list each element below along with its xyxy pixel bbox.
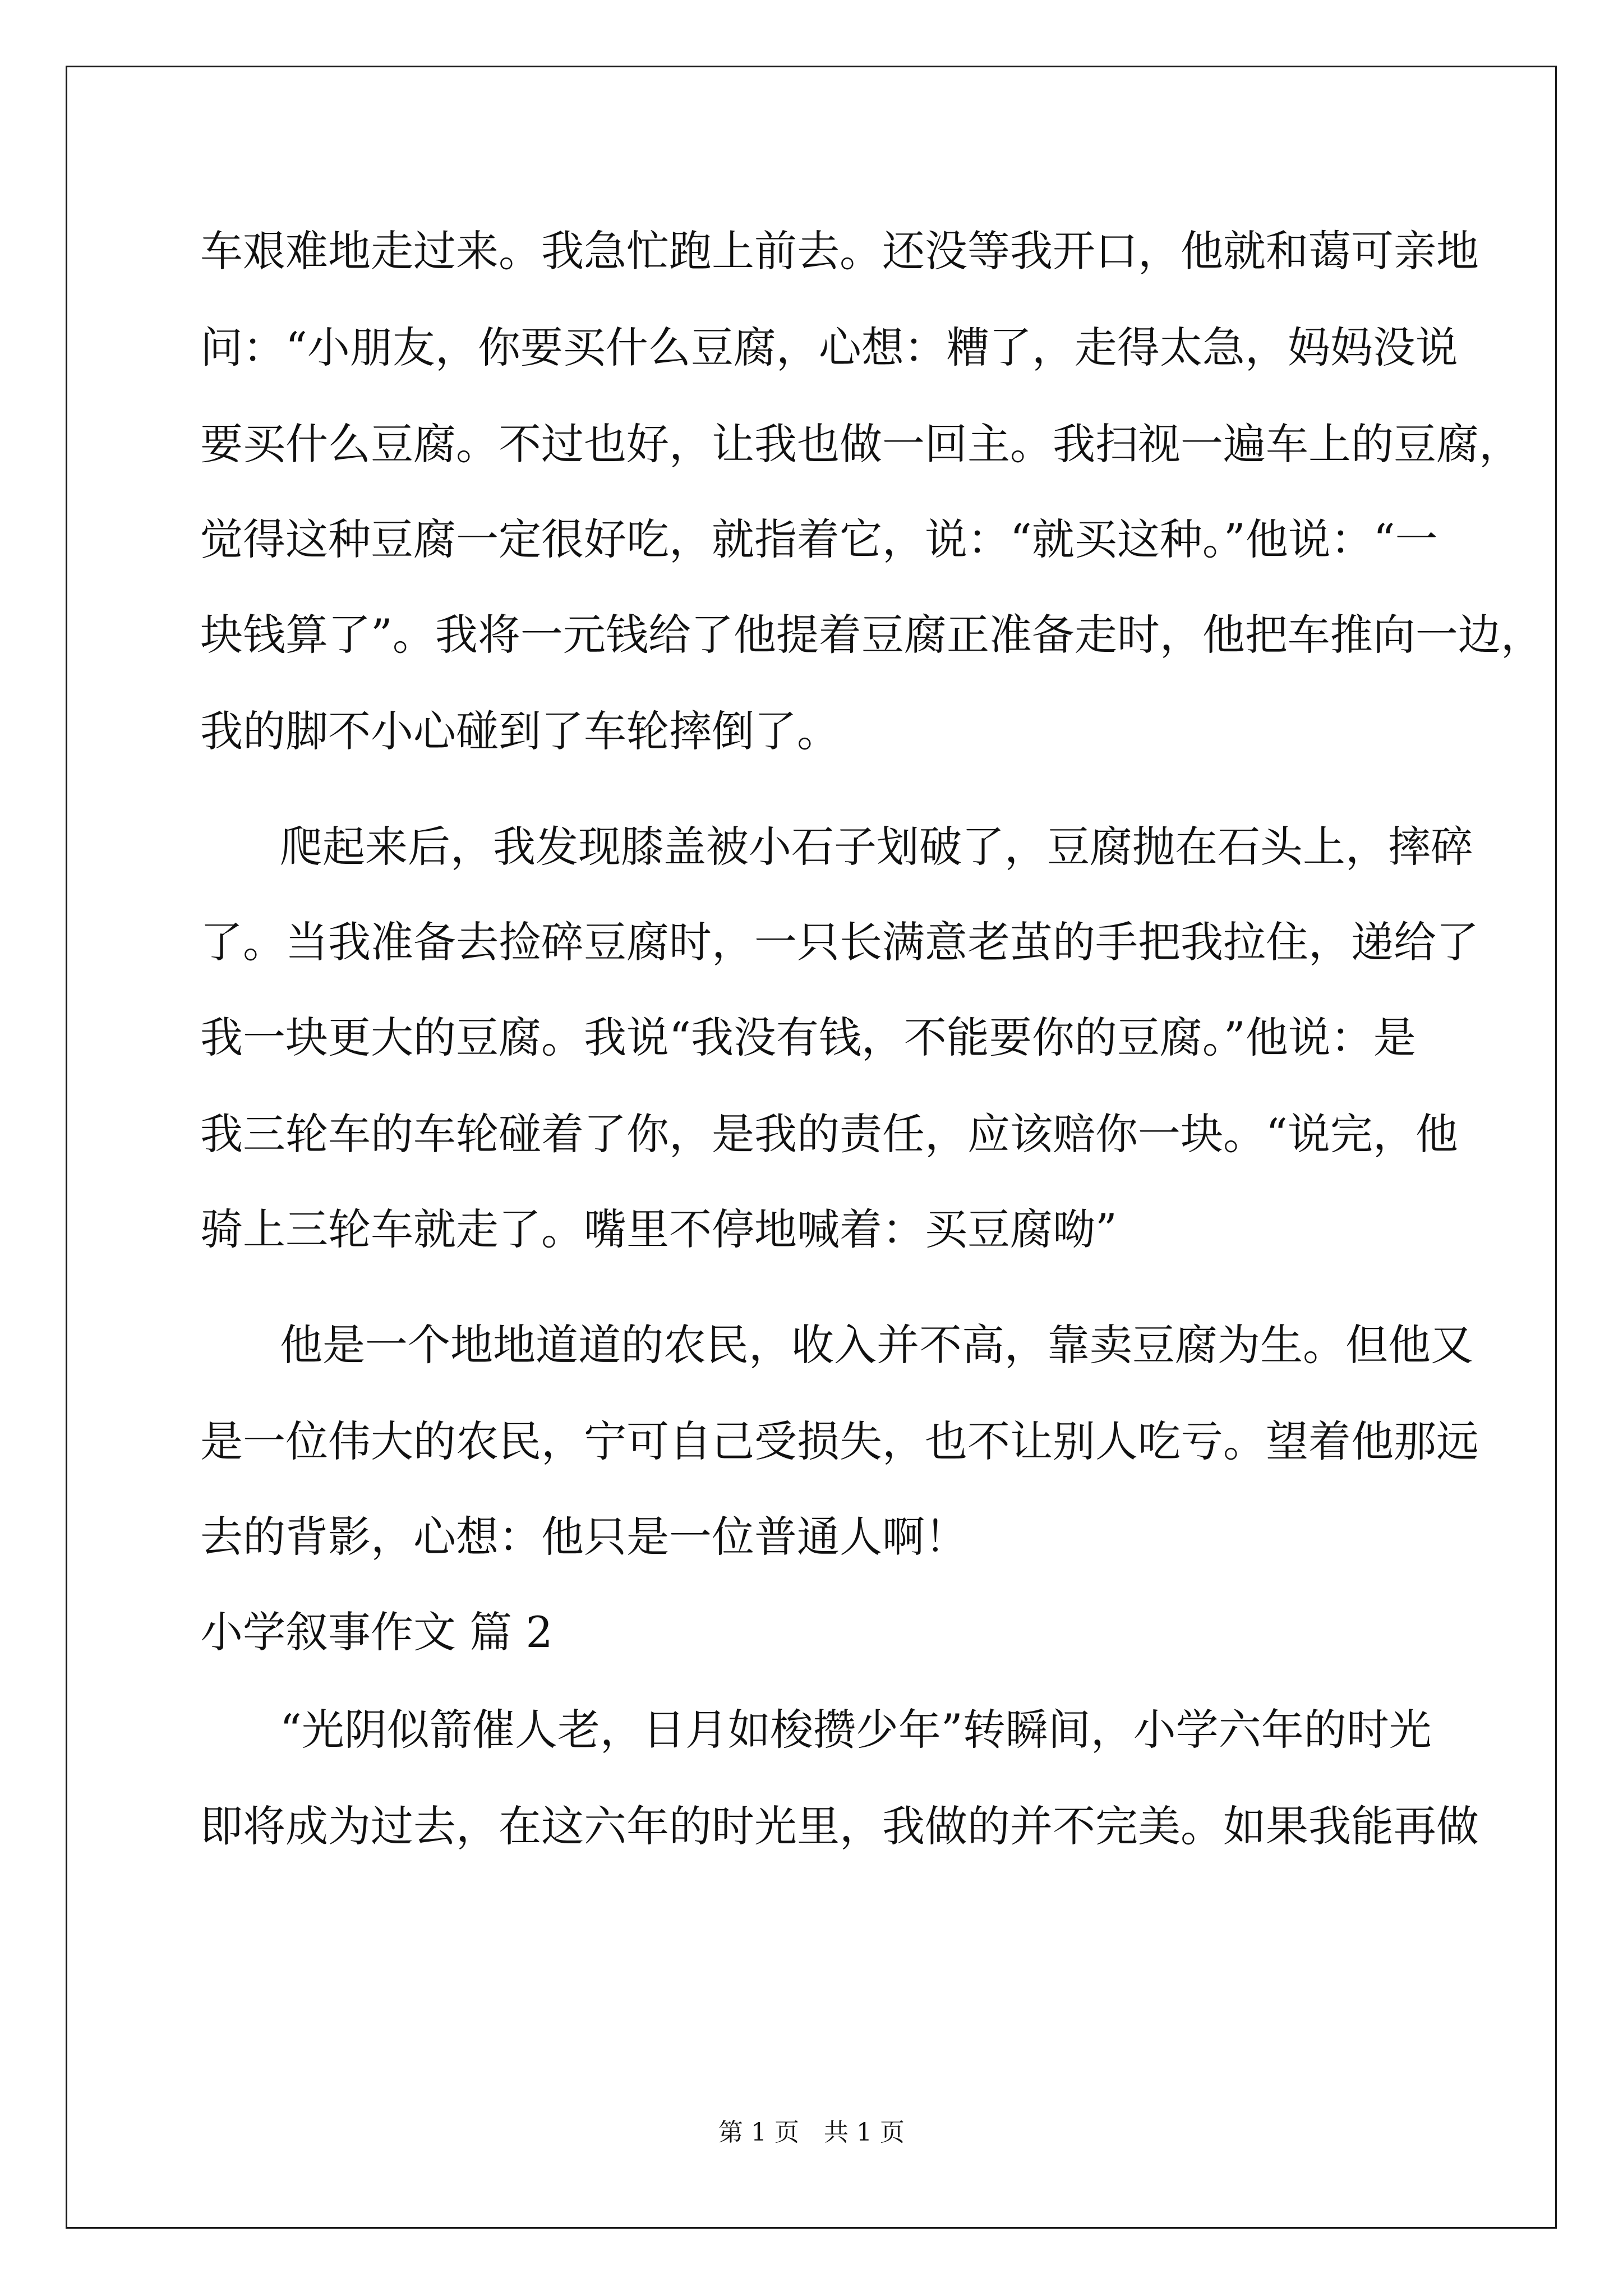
paragraph-line: 我的脚不小心碰到了车轮摔倒了。 [200, 706, 840, 756]
section-heading: 小学叙事作文 篇 2 [200, 1607, 553, 1657]
paragraph-line: 块钱算了”。我将一元钱给了他提着豆腐正准备走时，他把车推向一边， [200, 610, 1543, 660]
paragraph-line: 去的背影，心想：他只是一位普通人啊！ [200, 1512, 967, 1562]
paragraph-line: 问：“小朋友，你要买什么豆腐，心想：糟了，走得太急，妈妈没说 [200, 323, 1458, 372]
paragraph-line: 觉得这种豆腐一定很好吃，就指着它，说：“就买这种。”他说：“一 [200, 514, 1438, 564]
paragraph-line: 了。当我准备去捡碎豆腐时，一只长满意老茧的手把我拉住，递给了 [200, 917, 1479, 967]
page-number: 第 1 页 [718, 2118, 799, 2147]
paragraph-line: 他是一个地地道道的农民，收入并不高，靠卖豆腐为生。但他又 [280, 1320, 1473, 1370]
paragraph-line: 我三轮车的车轮碰着了你，是我的责任，应该赔你一块。“说完，他 [200, 1109, 1458, 1159]
paragraph-line: 要买什么豆腐。不过也好，让我也做一回主。我扫视一遍车上的豆腐， [200, 419, 1521, 469]
paragraph-line: 爬起来后，我发现膝盖被小石子划破了，豆腐抛在石头上，摔碎 [280, 822, 1473, 872]
page-total: 共 1 页 [824, 2118, 905, 2147]
paragraph-line: 车艰难地走过来。我急忙跑上前去。还没等我开口，他就和蔼可亲地 [200, 226, 1479, 276]
paragraph-line: 是一位伟大的农民，宁可自己受损失，也不让别人吃亏。望着他那远 [200, 1416, 1479, 1466]
page-footer [0, 2116, 1623, 2150]
paragraph-line: “光阴似箭催人老，日月如梭攒少年”转瞬间，小学六年的时光 [280, 1705, 1432, 1755]
paragraph-line: 我一块更大的豆腐。我说“我没有钱，不能要你的豆腐。”他说：是 [200, 1013, 1416, 1062]
paragraph-line: 骑上三轮车就走了。嘴里不停地喊着：买豆腐呦” [200, 1204, 1117, 1254]
paragraph-line: 即将成为过去，在这六年的时光里，我做的并不完美。如果我能再做 [200, 1801, 1479, 1851]
